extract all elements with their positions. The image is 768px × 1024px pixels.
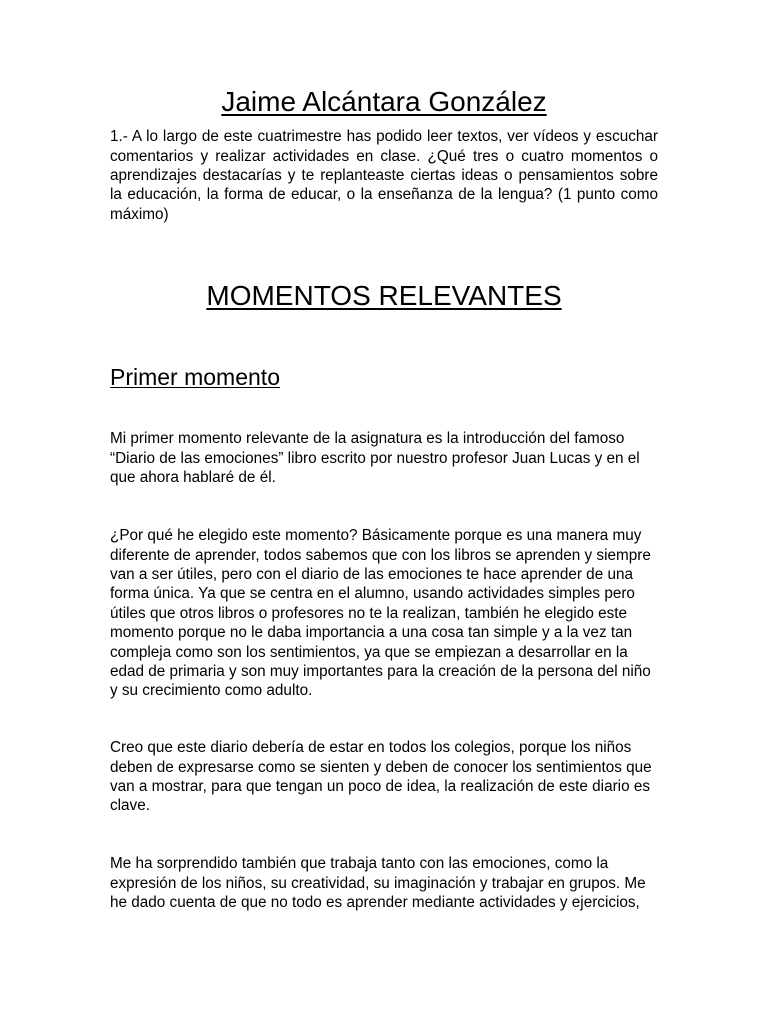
- text-line: “Diario de las emociones” libro escrito por nuestro profesor Juan Lucas y en el: [110, 449, 640, 467]
- text-line: he dado cuenta de que no todo es aprender mediante actividades y ejercicios,: [110, 894, 640, 912]
- text-line: comentarios y realizar actividades en clase. ¿Qué tres o cuatro momentos o: [110, 147, 658, 165]
- text-line: clave.: [110, 797, 150, 815]
- text-line: 1.- A lo largo de este cuatrimestre has podido leer textos, ver vídeos y escuchar: [110, 128, 658, 146]
- text-line: van a mostrar, para que tengan un poco de idea, la realización de este diario es: [110, 778, 650, 796]
- author-title: Jaime Alcántara González: [221, 86, 547, 117]
- text-line: van a ser útiles, pero con el diario de las emociones te hace aprender de una: [110, 566, 633, 584]
- section-heading: MOMENTOS RELEVANTES: [206, 280, 562, 311]
- text-line: ¿Por qué he elegido este momento? Básicamente porque es una manera muy: [110, 527, 642, 545]
- text-line: útiles que otros libros o profesores no te la realizan, también he elegido este: [110, 604, 628, 622]
- question-paragraph: [110, 127, 658, 223]
- text-line: Creo que este diario debería de estar en todos los colegios, porque los niños: [110, 739, 632, 757]
- body-paragraph: [110, 738, 658, 816]
- body-paragraph: [110, 526, 658, 701]
- text-line: Me ha sorprendido también que trabaja tanto con las emociones, como la: [110, 855, 609, 873]
- text-line: forma única. Ya que se centra en el alumno, usando actividades simples pero: [110, 585, 635, 603]
- text-line: Mi primer momento relevante de la asignatura es la introducción del famoso: [110, 430, 625, 448]
- body-paragraph: [110, 429, 658, 487]
- text-line: aprendizajes destacarías y te replanteaste ciertas ideas o pensamientos sobre: [110, 166, 658, 184]
- text-line: y su crecimiento como adulto.: [110, 682, 313, 700]
- text-line: expresión de los niños, su creatividad, su imaginación y trabajar en grupos. Me: [110, 874, 646, 892]
- text-line: diferente de aprender, todos sabemos que con los libros se aprenden y siempre: [110, 546, 651, 564]
- text-line: compleja como son los sentimientos, ya que se empiezan a desarrollar en la: [110, 643, 628, 661]
- text-line: deben de expresarse como se sienten y deben de conocer los sentimientos que: [110, 758, 652, 776]
- subsection-heading: Primer momento: [110, 364, 280, 390]
- text-line: momento porque no le daba importancia a una cosa tan simple y a la vez tan: [110, 624, 633, 642]
- text-line: máximo): [110, 205, 169, 223]
- body-paragraph: [110, 854, 658, 912]
- text-line: que ahora hablaré de él.: [110, 469, 276, 487]
- text-line: la educación, la forma de educar, o la enseñanza de la lengua? (1 punto como: [110, 186, 658, 204]
- text-line: edad de primaria y son muy importantes para la creación de la persona del niño: [110, 663, 651, 681]
